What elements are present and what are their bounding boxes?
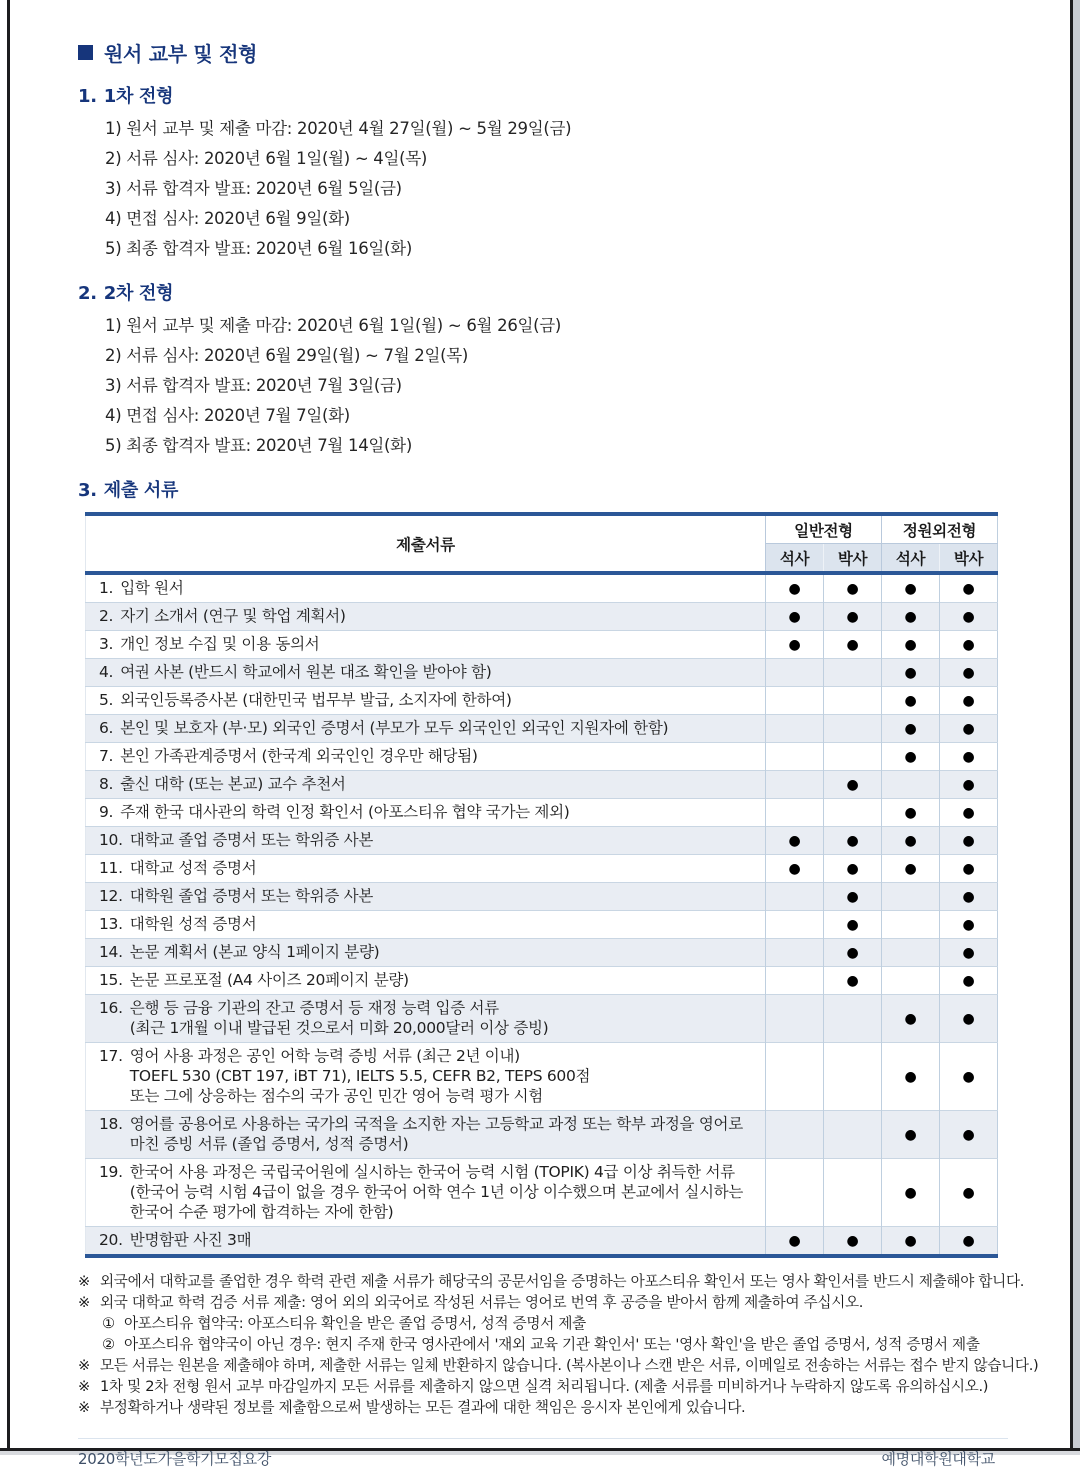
required-dot: ●: [882, 659, 940, 687]
note-marker: ※: [78, 1378, 90, 1395]
section-1-title: 1차 전형: [103, 86, 174, 107]
required-dot: ●: [940, 967, 998, 995]
empty-dot-cell: [882, 911, 940, 939]
required-dot: ●: [882, 799, 940, 827]
section-3-heading: [78, 476, 1008, 502]
documents-table-header: [86, 514, 998, 573]
empty-dot-cell: [824, 715, 882, 743]
note-line: [78, 1313, 1073, 1334]
row-text-line: 대학원 졸업 증명서 또는 학위증 사본: [129, 887, 373, 905]
empty-dot-cell: [824, 799, 882, 827]
document-name-cell: [86, 967, 766, 995]
row-number: 14.: [99, 943, 123, 961]
table-row: [86, 939, 998, 967]
table-row: [86, 715, 998, 743]
table-row: [86, 743, 998, 771]
row-text-line: 영어를 공용어로 사용하는 국가의 국적을 소지한 자는 고등학교 과정 또는 학부 과정을 영어로: [129, 1115, 743, 1133]
main-title-text: 원서 교부 및 전형: [104, 42, 258, 66]
row-number: 20.: [99, 1231, 123, 1249]
note-text: 1차 및 2차 전형 원서 교부 마감일까지 모든 서류를 제출하지 않으면 실격 처리됩니다. (제출 서류를 미비하거나 누락하지 않도록 유의하십시오.): [100, 1378, 989, 1395]
required-dot: ●: [824, 939, 882, 967]
required-dot: ●: [882, 995, 940, 1043]
required-dot: ●: [824, 573, 882, 603]
empty-dot-cell: [766, 995, 824, 1043]
row-number: 18.: [99, 1115, 123, 1133]
required-dot: ●: [824, 883, 882, 911]
document-name-cell: [86, 573, 766, 603]
table-row: [86, 967, 998, 995]
empty-dot-cell: [766, 659, 824, 687]
note-marker: ※: [78, 1294, 90, 1311]
col-header-masters-extra: 석사: [882, 544, 940, 574]
note-line: [78, 1334, 1073, 1355]
table-row: [86, 659, 998, 687]
required-dot: ●: [824, 911, 882, 939]
schedule-item: 5) 최종 합격자 발표: 2020년 7월 14일(화): [105, 436, 412, 455]
document-name-cell: [86, 939, 766, 967]
row-text-line: 자기 소개서 (연구 및 학업 계획서): [120, 607, 346, 625]
empty-dot-cell: [766, 967, 824, 995]
document-name-cell: [86, 799, 766, 827]
row-text-line: 외국인등록증사본 (대한민국 법무부 발급, 소지자에 한하여): [120, 691, 512, 709]
required-dot: ●: [882, 573, 940, 603]
document-name-cell: [86, 827, 766, 855]
section-3-number: 3.: [78, 480, 97, 501]
row-text-line: (한국어 능력 시험 4급이 없을 경우 한국어 어학 연수 1년 이상 이수했으며 본교에서 실시하는: [129, 1183, 744, 1201]
required-dot: ●: [882, 855, 940, 883]
schedule-item: 1) 원서 교부 및 제출 마감: 2020년 4월 27일(월) ~ 5월 29일(금): [105, 119, 572, 138]
note-text: 외국에서 대학교를 졸업한 경우 학력 관련 제출 서류가 해당국의 공문서임을 증명하는 아포스티유 확인서 또는 영사 확인서를 반드시 제출해야 합니다.: [100, 1273, 1025, 1290]
row-text-line: 여권 사본 (반드시 학교에서 원본 대조 확인을 받아야 함): [120, 663, 492, 681]
page-content: [78, 38, 1039, 1469]
required-dot: ●: [940, 743, 998, 771]
row-number: 4.: [99, 663, 114, 681]
empty-dot-cell: [766, 771, 824, 799]
required-dot: ●: [940, 1159, 998, 1227]
required-dot: ●: [882, 743, 940, 771]
row-number: 10.: [99, 831, 123, 849]
main-title: [78, 38, 1008, 67]
page-footer: [78, 1448, 995, 1469]
required-dot: ●: [940, 1227, 998, 1257]
required-dot: ●: [940, 827, 998, 855]
table-row: [86, 573, 998, 603]
row-number: 13.: [99, 915, 123, 933]
document-name-cell: [86, 659, 766, 687]
row-number: 9.: [99, 803, 114, 821]
empty-dot-cell: [824, 1159, 882, 1227]
table-row: [86, 1043, 998, 1111]
note-marker: ※: [78, 1273, 90, 1290]
row-number: 3.: [99, 635, 114, 653]
table-row: [86, 911, 998, 939]
note-marker: ②: [102, 1336, 115, 1353]
empty-dot-cell: [766, 1111, 824, 1159]
row-number: 6.: [99, 719, 114, 737]
page-edge-right: [1070, 0, 1073, 1449]
empty-dot-cell: [766, 687, 824, 715]
empty-dot-cell: [824, 1043, 882, 1111]
footer-right: 예명대학원대학교: [881, 1450, 995, 1468]
row-text-line: 논문 계획서 (본교 양식 1페이지 분량): [129, 943, 380, 961]
row-text-line: 영어 사용 과정은 공인 어학 능력 증빙 서류 (최근 2년 이내): [129, 1047, 520, 1065]
row-text-line: 마친 증빙 서류 (졸업 증명서, 성적 증명서): [129, 1135, 409, 1153]
row-text-line: 반명함판 사진 3매: [129, 1231, 252, 1249]
row-text-line: 본인 가족관계증명서 (한국계 외국인인 경우만 해당됨): [120, 747, 478, 765]
document-name-cell: [86, 743, 766, 771]
required-dot: ●: [940, 573, 998, 603]
schedule-list-round2: [78, 311, 1008, 461]
table-row: [86, 827, 998, 855]
col-group-general: 일반전형: [766, 514, 882, 544]
note-text: 외국 대학교 학력 검증 서류 제출: 영어 외의 외국어로 작성된 서류는 영어로 번역 후 공증을 받아서 함께 제출하여 주십시오.: [100, 1294, 864, 1311]
table-row: [86, 631, 998, 659]
empty-dot-cell: [766, 883, 824, 911]
document-name-cell: [86, 995, 766, 1043]
document-name-cell: [86, 1111, 766, 1159]
schedule-list-round1: [78, 114, 1008, 264]
footer-divider: [78, 1438, 1008, 1439]
required-dot: ●: [940, 1043, 998, 1111]
schedule-item: 3) 서류 합격자 발표: 2020년 7월 3일(금): [105, 376, 402, 395]
empty-dot-cell: [824, 743, 882, 771]
required-dot: ●: [766, 855, 824, 883]
row-number: 11.: [99, 859, 123, 877]
row-text-line: 출신 대학 (또는 본교) 교수 추천서: [120, 775, 346, 793]
row-text-line: 대학원 성적 증명서: [129, 915, 257, 933]
empty-dot-cell: [766, 1043, 824, 1111]
required-dot: ●: [940, 799, 998, 827]
note-marker: ※: [78, 1357, 90, 1374]
schedule-item: 4) 면접 심사: 2020년 7월 7일(화): [105, 406, 350, 425]
row-number: 17.: [99, 1047, 123, 1065]
document-name-cell: [86, 715, 766, 743]
document-name-cell: [86, 1227, 766, 1257]
row-text-line: 논문 프로포절 (A4 사이즈 20페이지 분량): [129, 971, 409, 989]
empty-dot-cell: [766, 1159, 824, 1227]
empty-dot-cell: [766, 911, 824, 939]
col-group-extra-quota: 정원외전형: [882, 514, 998, 544]
required-dot: ●: [824, 1227, 882, 1257]
section-3-title: 제출 서류: [103, 480, 179, 501]
row-number: 2.: [99, 607, 114, 625]
required-dot: ●: [940, 715, 998, 743]
schedule-item: 2) 서류 심사: 2020년 6월 1일(월) ~ 4일(목): [105, 149, 428, 168]
row-number: 12.: [99, 887, 123, 905]
required-dot: ●: [766, 827, 824, 855]
required-dot: ●: [940, 603, 998, 631]
empty-dot-cell: [766, 715, 824, 743]
empty-dot-cell: [766, 939, 824, 967]
table-row: [86, 1227, 998, 1257]
required-dot: ●: [824, 855, 882, 883]
footnotes: [78, 1271, 1073, 1418]
required-dot: ●: [940, 659, 998, 687]
schedule-item: 1) 원서 교부 및 제출 마감: 2020년 6월 1일(월) ~ 6월 26일(금): [105, 316, 562, 335]
section-2-title: 2차 전형: [103, 283, 174, 304]
empty-dot-cell: [882, 967, 940, 995]
empty-dot-cell: [824, 659, 882, 687]
document-name-cell: [86, 855, 766, 883]
required-dot: ●: [882, 827, 940, 855]
document-name-cell: [86, 687, 766, 715]
row-text-line: (최근 1개월 이내 발급된 것으로서 미화 20,000달러 이상 증빙): [129, 1019, 549, 1037]
schedule-item: 4) 면접 심사: 2020년 6월 9일(화): [105, 209, 350, 228]
required-dot: ●: [766, 631, 824, 659]
row-text-line: 대학교 졸업 증명서 또는 학위증 사본: [129, 831, 373, 849]
required-dot: ●: [940, 1111, 998, 1159]
table-row: [86, 855, 998, 883]
empty-dot-cell: [882, 771, 940, 799]
required-dot: ●: [824, 603, 882, 631]
row-text-line: 또는 그에 상응하는 점수의 국가 공인 민간 영어 능력 평가 시험: [129, 1087, 543, 1105]
note-line: [78, 1376, 1073, 1397]
required-dot: ●: [882, 715, 940, 743]
empty-dot-cell: [824, 1111, 882, 1159]
required-dot: ●: [824, 631, 882, 659]
row-number: 5.: [99, 691, 114, 709]
required-dot: ●: [766, 603, 824, 631]
row-text-line: 입학 원서: [120, 579, 184, 597]
row-text-line: 주재 한국 대사관의 학력 인정 확인서 (아포스티유 협약 국가는 제외): [120, 803, 570, 821]
col-header-masters-general: 석사: [766, 544, 824, 574]
note-text: 부정확하거나 생략된 정보를 제출함으로써 발생하는 모든 결과에 대한 책임은 응시자 본인에게 있습니다.: [100, 1399, 746, 1416]
row-number: 15.: [99, 971, 123, 989]
table-row: [86, 687, 998, 715]
required-dot: ●: [940, 687, 998, 715]
table-row: [86, 603, 998, 631]
schedule-item: 2) 서류 심사: 2020년 6월 29일(월) ~ 7월 2일(목): [105, 346, 469, 365]
required-dot: ●: [940, 911, 998, 939]
empty-dot-cell: [824, 995, 882, 1043]
required-dot: ●: [824, 967, 882, 995]
note-text: 아포스티유 협약국: 아포스티유 확인을 받은 졸업 증명서, 성적 증명서 제출: [124, 1315, 586, 1332]
required-dot: ●: [940, 631, 998, 659]
required-dot: ●: [824, 827, 882, 855]
section-2-heading: [78, 279, 1008, 305]
required-dot: ●: [940, 771, 998, 799]
document-name-cell: [86, 1043, 766, 1111]
schedule-item: 5) 최종 합격자 발표: 2020년 6월 16일(화): [105, 239, 412, 258]
document-name-cell: [86, 631, 766, 659]
required-dot: ●: [766, 573, 824, 603]
required-dot: ●: [882, 1111, 940, 1159]
note-marker: ①: [102, 1315, 115, 1332]
schedule-item: 3) 서류 합격자 발표: 2020년 6월 5일(금): [105, 179, 402, 198]
note-line: [78, 1292, 1073, 1313]
table-row: [86, 995, 998, 1043]
empty-dot-cell: [882, 883, 940, 911]
row-text-line: 대학교 성적 증명서: [129, 859, 257, 877]
row-number: 19.: [99, 1163, 123, 1181]
document-name-cell: [86, 1159, 766, 1227]
empty-dot-cell: [766, 799, 824, 827]
required-dot: ●: [940, 883, 998, 911]
document-name-cell: [86, 883, 766, 911]
document-name-cell: [86, 603, 766, 631]
documents-table-body: [86, 573, 998, 1256]
required-dot: ●: [882, 1159, 940, 1227]
note-text: 모든 서류는 원본을 제출해야 하며, 제출한 서류는 일체 반환하지 않습니다. (복사본이나 스캔 받은 서류, 이메일로 전송하는 서류는 접수 받지 않습니다.): [100, 1357, 1039, 1374]
required-dot: ●: [882, 603, 940, 631]
empty-dot-cell: [766, 743, 824, 771]
footer-left: 2020학년도가을학기모집요강: [78, 1450, 272, 1468]
table-row: [86, 799, 998, 827]
required-dot: ●: [824, 771, 882, 799]
required-dot: ●: [940, 939, 998, 967]
document-name-cell: [86, 771, 766, 799]
row-text-line: TOEFL 530 (CBT 197, iBT 71), IELTS 5.5, CEFR B2, TEPS 600점: [129, 1067, 591, 1085]
required-dot: ●: [882, 631, 940, 659]
note-line: [78, 1271, 1073, 1292]
col-header-doctoral-extra: 박사: [940, 544, 998, 574]
document-name-cell: [86, 911, 766, 939]
required-dot: ●: [940, 995, 998, 1043]
section-2-number: 2.: [78, 283, 97, 304]
row-text-line: 은행 등 금융 기관의 잔고 증명서 등 재정 능력 입증 서류: [129, 999, 499, 1017]
row-number: 1.: [99, 579, 114, 597]
required-dot: ●: [882, 687, 940, 715]
note-line: [78, 1355, 1073, 1376]
row-text-line: 한국어 수준 평가에 합격하는 자에 한함): [129, 1203, 394, 1221]
page-edge-right-shadow: [1073, 0, 1080, 1455]
row-text-line: 본인 및 보호자 (부·모) 외국인 증명서 (부모가 모두 외국인인 외국인 지원자에 한함): [120, 719, 669, 737]
table-row: [86, 1159, 998, 1227]
table-row: [86, 1111, 998, 1159]
page-edge-left: [7, 0, 10, 1449]
documents-table: [85, 512, 998, 1258]
table-row: [86, 771, 998, 799]
note-marker: ※: [78, 1399, 90, 1416]
note-text: 아포스티유 협약국이 아닌 경우: 현지 주재 한국 영사관에서 '재외 교육 기관 확인서' 또는 '영사 확인'을 받은 졸업 증명서, 성적 증명서 제출: [124, 1336, 980, 1353]
required-dot: ●: [882, 1043, 940, 1111]
required-dot: ●: [882, 1227, 940, 1257]
row-number: 8.: [99, 775, 114, 793]
row-text-line: 한국어 사용 과정은 국립국어원에 실시하는 한국어 능력 시험 (TOPIK) 4급 이상 취득한 서류: [129, 1163, 735, 1181]
empty-dot-cell: [882, 939, 940, 967]
col-header-doctoral-general: 박사: [824, 544, 882, 574]
section-1-heading: [78, 82, 1008, 108]
note-line: [78, 1397, 1073, 1418]
table-row: [86, 883, 998, 911]
row-number: 7.: [99, 747, 114, 765]
required-dot: ●: [940, 855, 998, 883]
row-text-line: 개인 정보 수집 및 이용 동의서: [120, 635, 320, 653]
section-1-number: 1.: [78, 86, 97, 107]
square-bullet-icon: [78, 45, 93, 60]
required-dot: ●: [766, 1227, 824, 1257]
row-number: 16.: [99, 999, 123, 1017]
col-header-documents: 제출서류: [86, 514, 766, 573]
empty-dot-cell: [824, 687, 882, 715]
